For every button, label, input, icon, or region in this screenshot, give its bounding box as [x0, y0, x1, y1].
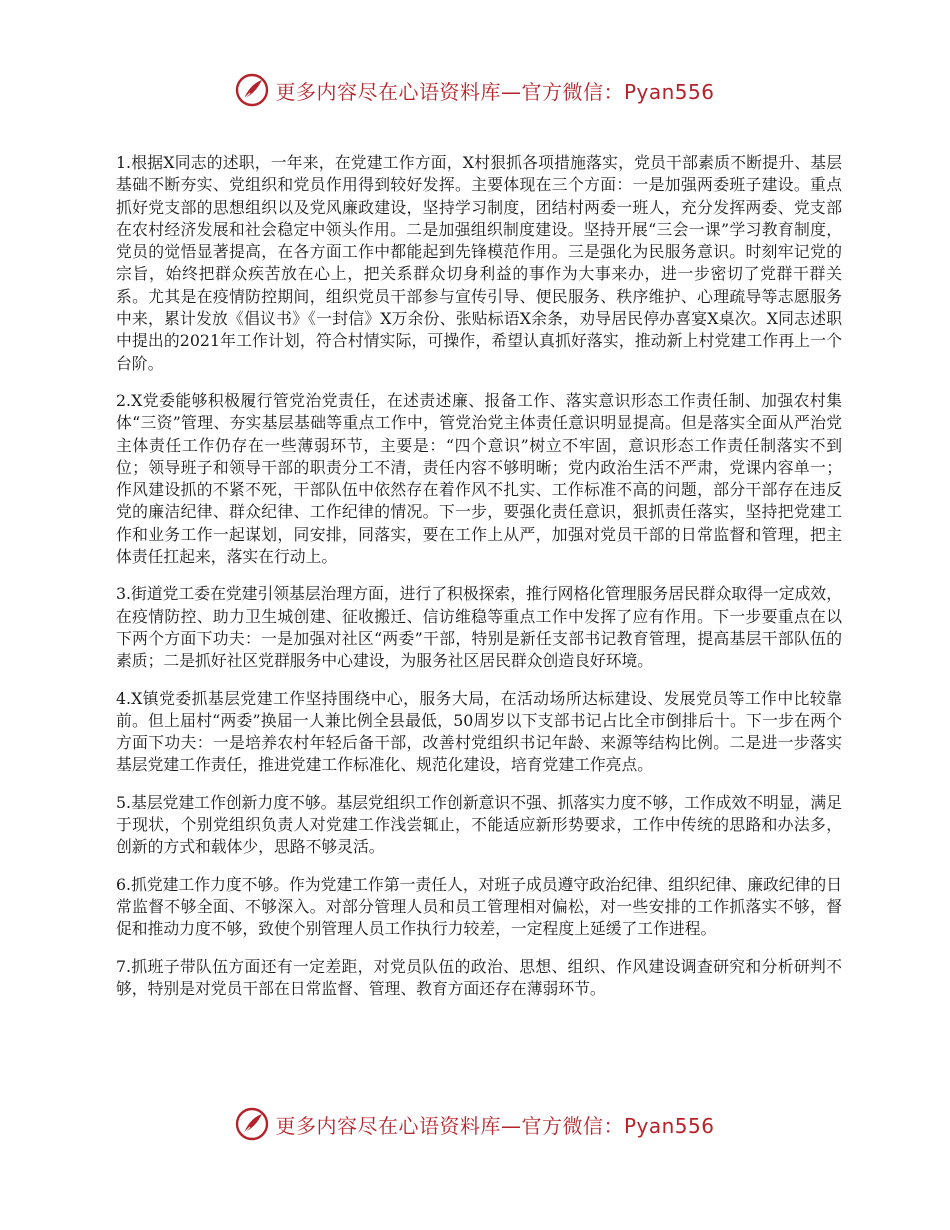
paragraph-3: 3.街道党工委在党建引领基层治理方面，进行了积极探索，推行网格化管理服务居民群众取得一定成效，在疫情防控、助力卫生城创建、征收搬迁、信访维稳等重点工作中发挥了应有作用。下一步要重点在以下两个方面下功夫：一是加强对社区“两委”干部，特别是新任支部书记教育管理，提高基层干部队伍的素质；二是抓好社区党群服务中心建设，为服务社区居民群众创造良好环境。 — [116, 584, 842, 671]
header-watermark-banner — [0, 68, 950, 112]
footer-watermark-text: 更多内容尽在心语资料库—官方微信：Pyan556 — [275, 1113, 715, 1138]
paragraph-2: 2.X党委能够积极履行管党治党责任，在述责述廉、报备工作、落实意识形态工作责任制、加强农村集体“三资”管理、夯实基层基础等重点工作中，管党治党主体责任意识明显提高。但是落实全面从严治党主体责任工作仍存在一些薄弱环节，主要是：“四个意识”树立不牢固，意识形态工作责任制落实不到位；领导班子和领导干部的职责分工不清，责任内容不够明晰；党内政治生活不严肃，党课内容单一；作风建设抓的不紧不死，干部队伍中依然存在着作风不扎实、工作标准不高的问题，部分干部存在违反党的廉洁纪律、群众纪律、工作纪律的情况。下一步，要强化责任意识，狠抓责任落实，坚持把党建工作和业务工作一起谋划，同安排，同落实，要在工作上从严，加强对党员干部的日常监督和管理，把主体责任扛起来，落实在行动上。 — [116, 390, 842, 567]
paragraph-6: 6.抓党建工作力度不够。作为党建工作第一责任人，对班子成员遵守政治纪律、组织纪律、廉政纪律的日常监督不够全面、不够深入。对部分管理人员和员工管理相对偏松，对一些安排的工作抓落实不够，督促和推动力度不够，致使个别管理人员工作执行力较差，一定程度上延缓了工作进程。 — [116, 874, 842, 939]
paragraph-7: 7.抓班子带队伍方面还有一定差距，对党员队伍的政治、思想、组织、作风建设调查研究和分析研判不够，特别是对党员干部在日常监督、管理、教育方面还存在薄弱环节。 — [116, 956, 842, 998]
paragraph-1: 1.根据X同志的述职，一年来，在党建工作方面，X村狠抓各项措施落实，党员干部素质不断提升、基层基础不断夯实、党组织和党员作用得到较好发挥。主要体现在三个方面：一是加强两委班子建设。重点抓好党支部的思想组织以及党风廉政建设，坚持学习制度，团结村两委一班人，充分发挥两委、党支部在农村经济发展和社会稳定中领头作用。二是加强组织制度建设。坚持开展“三会一课”学习教育制度，党员的觉悟显著提高，在各方面工作中都能起到先锋模范作用。三是强化为民服务意识。时刻牢记党的宗旨，始终把群众疾苦放在心上，把关系群众切身利益的事作为大事来办，进一步密切了党群干群关系。尤其是在疫情防控期间，组织党员干部参与宣传引导、便民服务、秩序维护、心理疏导等志愿服务中来，累计发放《倡议书》《一封信》X万余份、张贴标语X余条，劝导居民停办喜宴X桌次。X同志述职中提出的2021年工作计划，符合村情实际，可操作，希望认真抓好落实，推动新上村党建工作再上一个台阶。 — [116, 153, 842, 373]
paragraph-4: 4.X镇党委抓基层党建工作坚持围绕中心，服务大局，在活动场所达标建设、发展党员等工作中比较靠前。但上届村“两委”换届一人兼比例全县最低，50周岁以下支部书记占比全市倒排后十。下一步在两个方面下功夫：一是培养农村年轻后备干部，改善村党组织书记年龄、来源等结构比例。二是进一步落实基层党建工作责任，推进党建工作标准化、规范化建设，培育党建工作亮点。 — [116, 688, 842, 775]
quill-logo-icon — [235, 1107, 269, 1141]
header-watermark-text: 更多内容尽在心语资料库—官方微信：Pyan556 — [275, 79, 715, 104]
document-body — [116, 152, 842, 1015]
footer-watermark-banner — [0, 1102, 950, 1146]
quill-logo-icon — [235, 73, 269, 107]
paragraph-5: 5.基层党建工作创新力度不够。基层党组织工作创新意识不强、抓落实力度不够，工作成效不明显，满足于现状，个别党组织负责人对党建工作浅尝辄止，不能适应新形势要求，工作中传统的思路和办法多，创新的方式和载体少，思路不够灵活。 — [116, 792, 842, 857]
